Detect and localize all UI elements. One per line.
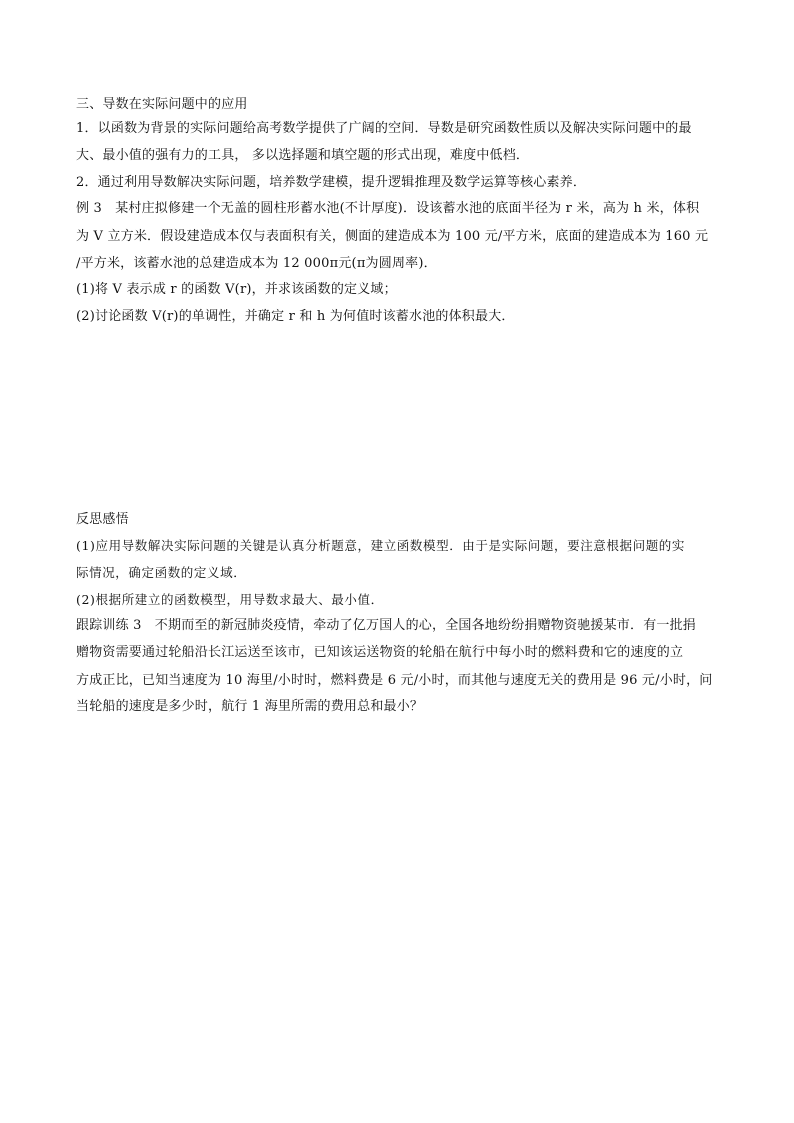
practice-3-line-4: 当轮船的速度是多少时，航行 1 海里所需的费用总和最小？ [76,699,424,714]
section-heading: 三、导数在实际问题中的应用 [76,97,248,112]
reflection-item-1-line-1: (1)应用导数解决实际问题的关键是认真分析题意，建立函数模型．由于是实际问题，要注意根据问题的实 [76,538,686,553]
example-3-line-1: 例 3 某村庄拟修建一个无盖的圆柱形蓄水池(不计厚度)．设该蓄水池的底面半径为 r 米，高为 h 米，体积 [76,201,700,216]
practice-3-line-2: 赠物资需要通过轮船沿长江运送至该市，已知该运送物资的轮船在航行中每小时的燃料费和它的速度的立 [76,645,684,660]
paragraph-1-line-1: 1．以函数为背景的实际问题给高考数学提供了广阔的空间．导数是研究函数性质以及解决实际问题中的最 [76,121,692,136]
reflection-item-1-line-2: 际情况，确定函数的定义域． [76,565,247,580]
example-3-line-3: /平方米，该蓄水池的总建造成本为 12 000π元(π为圆周率)． [76,256,437,271]
reflection-heading: 反思感悟 [76,512,129,527]
practice-3-line-3: 方成正比，已知当速度为 10 海里/小时时，燃料费是 6 元/小时，而其他与速度无关的费用是 96 元/小时，问 [76,673,713,688]
practice-3-line-1: 跟踪训练 3 不期而至的新冠肺炎疫情，牵动了亿万国人的心，全国各地纷纷捐赠物资驰援某市．有一批捐 [76,618,697,633]
paragraph-1-line-2: 大、最小值的强有力的工具， 多以选择题和填空题的形式出现，难度中低档． [76,148,530,163]
paragraph-2: 2．通过利用导数解决实际问题，培养数学建模，提升逻辑推理及数学运算等核心素养． [76,175,587,190]
example-3-question-1: (1)将 V 表示成 r 的函数 V(r)，并求该函数的定义域； [76,282,397,297]
example-3-question-2: (2)讨论函数 V(r)的单调性，并确定 r 和 h 为何值时该蓄水池的体积最大． [76,309,515,324]
example-3-line-2: 为 V 立方米．假设建造成本仅与表面积有关，侧面的建造成本为 100 元/平方米，底面的建造成本为 160 元 [76,229,709,244]
reflection-item-2: (2)根据所建立的函数模型，用导数求最大、最小值． [76,592,384,607]
